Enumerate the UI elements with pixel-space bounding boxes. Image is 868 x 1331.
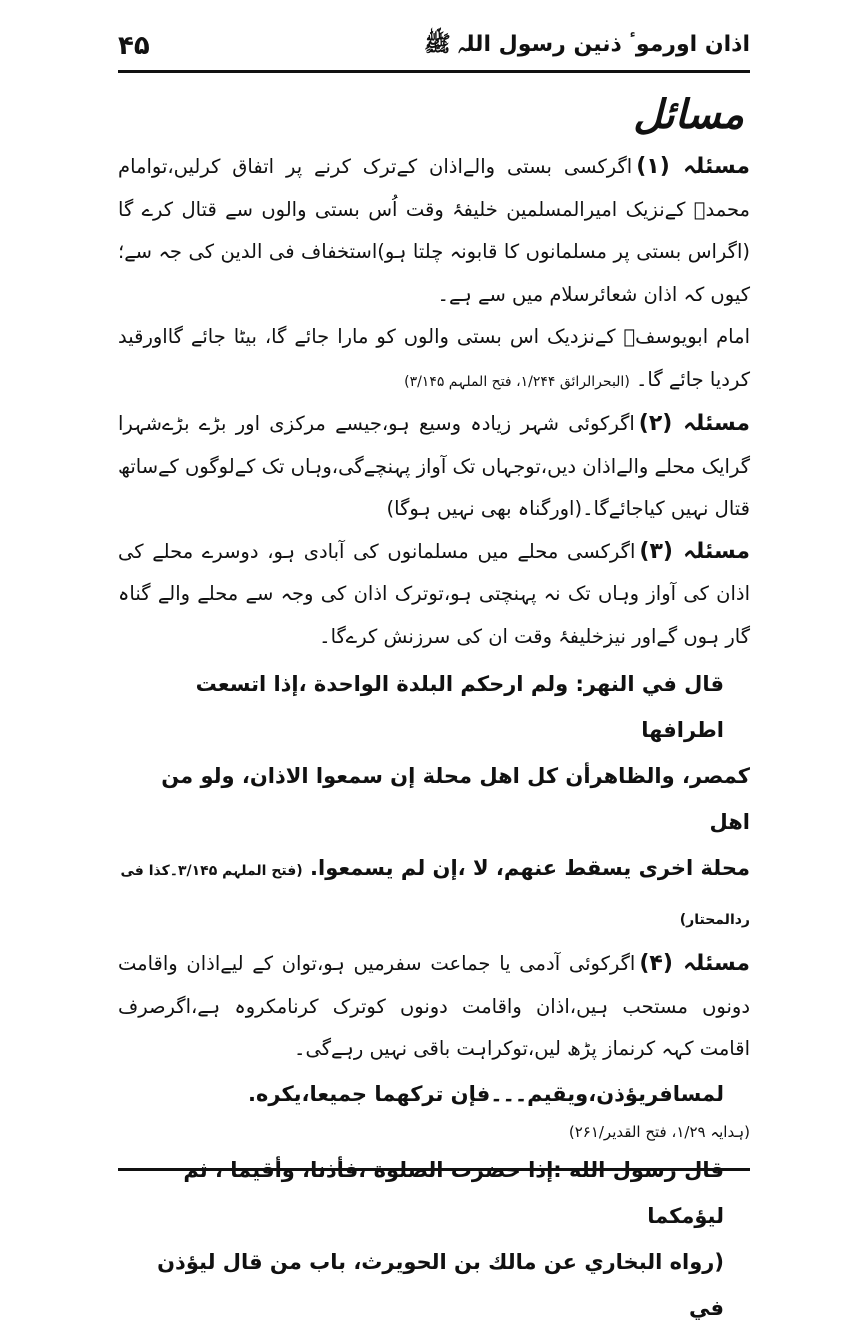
masala-3 [118,531,750,659]
arabic-quote-1-line-1: قال في النهر: ولم ارحكم البلدة الواحدة ،إذا اتسعت اطرافها [195,672,724,742]
masala-1-label: مسئلہ (۱) [636,154,750,179]
arabic-quote-3-line-2: (رواه البخاري عن مالك بن الحويرث، باب من قال ليؤذن في [157,1249,724,1320]
running-title: اذان اورموٴ ذنین رسول اللہ ﷺ [424,32,750,57]
masala-1 [118,146,750,316]
masala-4-text: اگرکوئی آدمی یا جماعت سفرمیں ہو،توان کے لیےاذان واقامت دونوں مستحب ہیں،اذان واقامت دونوں کوترک کرنامکروہ ہے،اگرصرف اقامت کہہ کرنماز پڑھ لیں،توکراہت باقی نہیں رہےگی۔ [118,952,750,1060]
page-header [118,24,750,68]
header-rule [118,70,750,73]
masala-2-label: مسئلہ (۲) [638,411,750,436]
masala-3-text: اگرکسی محلے میں مسلمانوں کی آبادی ہو، دوسرے محلے کی اذان کی آواز وہاں تک نہ پہنچتی ہو،توترک اذان کی وجہ سے محلے والے گناہ گار ہوں گےاور نیزخلیفۂ وقت ان کی سرزنش کرےگا۔ [118,539,750,648]
arabic-quote-1-citation: (فتح الملہم ۳/۱۴۵۔کذا فی ردالمحتار) [120,863,750,928]
page-content [118,84,750,1331]
masala-1-continued [118,316,750,403]
masala-1-text: اگرکسی بستی والےاذان کےترک کرنے پر اتفاق کرلیں،توامام محمدؒ کےنزیک امیرالمسلمین خلیفۂ وقت اُس بستی والوں سے قتال کرے گا (اگراس بستی پر مسلمانوں کا قابونہ چلتا ہو)استخفاف فی الدین کی جہ سے؛ کیوں کہ اذان شعائرسلام میں سے ہے۔ [118,155,750,306]
masala-1-text2: امام ابویوسفؒ کےنزدیک اس بستی والوں کو مارا جائے گا، بیٹا جائے گااورقید کردیا جائے گا۔ [118,325,750,391]
masala-4 [118,943,750,1071]
page-number: ۴۵ [118,31,150,61]
masala-2-text: اگرکوئی شہر زیادہ وسیع ہو،جیسے مرکزی اور بڑے بڑےشہرا گرایک محلے والےاذان دیں،توجہاں تک آواز پہنچےگی،وہاں تک کےلوگوں کےساتھ قتال نہیں کیاجائےگا۔(اورگناہ بھی نہیں ہوگا) [118,412,750,520]
arabic-quote-2-citation: (ہدایہ ۱/۲۹، فتح القدیر/۲۶۱) [568,1122,750,1141]
arabic-quote-1-line-2: كمصر، والظاهرأن كل اهل محلة إن سمعوا الاذان، ولو من اهل [161,764,750,834]
footer-rule [118,1168,750,1171]
masala-1-citation: (البحرالرائق ۱/۲۴۴، فتح الملہم ۳/۱۴۵) [404,373,630,390]
arabic-quote-2-line-1: لمسافريؤذن،ويقيم۔۔۔فإن تركهما جميعا،يكره. [248,1081,724,1106]
masala-3-label: مسئلہ (۳) [639,538,750,564]
section-heading: مسائل [633,92,744,138]
masala-2 [118,403,750,531]
arabic-quote-3-line-1: قال رسول الله :إذا حضرت الصلوة ،فأذنا، وأقيما ، ثم ليؤمكما [183,1157,724,1228]
arabic-quote-1-line-3: محلة اخرى يسقط عنهم، لا ،إن لم يسمعوا. (فتح الملہم ۳/۱۴۵۔کذا فی ردالمحتار) [120,856,750,928]
masala-4-label: مسئلہ (۴) [639,951,750,976]
